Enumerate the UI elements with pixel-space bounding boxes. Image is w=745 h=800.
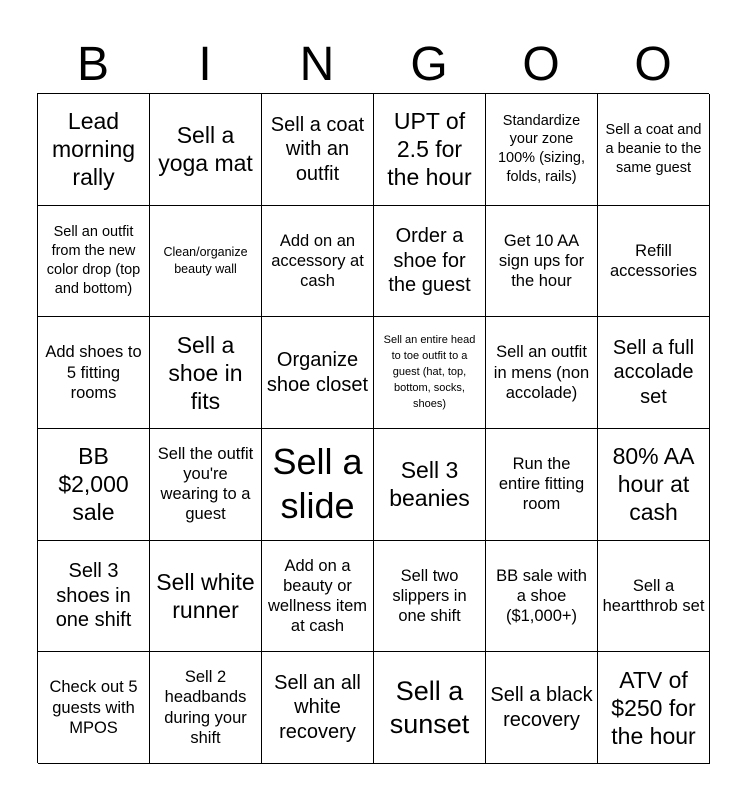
bingo-cell[interactable]: Sell a yoga mat bbox=[150, 94, 262, 206]
bingo-cell[interactable]: Lead morning rally bbox=[38, 94, 150, 206]
bingo-cell[interactable]: Add on a beauty or wellness item at cash bbox=[262, 541, 374, 653]
bingo-cell[interactable]: Sell an all white recovery bbox=[262, 652, 374, 764]
header-letter-g: G bbox=[410, 38, 448, 91]
bingo-cell[interactable]: Sell a black recovery bbox=[486, 652, 598, 764]
bingo-cell[interactable]: BB $2,000 sale bbox=[38, 429, 150, 541]
header-letter-o-2: O bbox=[634, 38, 672, 91]
bingo-cell[interactable]: Sell a coat and a beanie to the same guest bbox=[598, 94, 710, 206]
bingo-cell[interactable]: Order a shoe for the guest bbox=[374, 206, 486, 318]
bingo-cell[interactable]: Sell a sunset bbox=[374, 652, 486, 764]
bingo-cell[interactable]: Clean/organize beauty wall bbox=[150, 206, 262, 318]
bingo-cell[interactable]: 80% AA hour at cash bbox=[598, 429, 710, 541]
bingo-cell[interactable]: Refill accessories bbox=[598, 206, 710, 318]
bingo-cell[interactable]: Sell a coat with an outfit bbox=[262, 94, 374, 206]
header-letter-o: O bbox=[522, 38, 560, 91]
bingo-cell[interactable]: Sell white runner bbox=[150, 541, 262, 653]
bingo-cell[interactable]: Sell a full accolade set bbox=[598, 317, 710, 429]
bingo-cell[interactable]: Sell an outfit in mens (non accolade) bbox=[486, 317, 598, 429]
bingo-cell[interactable]: UPT of 2.5 for the hour bbox=[374, 94, 486, 206]
bingo-cell[interactable]: Sell an outfit from the new color drop (top and bottom) bbox=[38, 206, 150, 318]
bingo-cell[interactable]: Sell 2 headbands during your shift bbox=[150, 652, 262, 764]
bingo-cell[interactable]: Check out 5 guests with MPOS bbox=[38, 652, 150, 764]
bingo-cell[interactable]: Sell 3 beanies bbox=[374, 429, 486, 541]
bingo-cell[interactable]: Sell a slide bbox=[262, 429, 374, 541]
header-letter-i: I bbox=[198, 38, 212, 91]
bingo-cell[interactable]: Add shoes to 5 fitting rooms bbox=[38, 317, 150, 429]
bingo-cell[interactable]: Sell an entire head to toe outfit to a guest (hat, top, bottom, socks, shoes) bbox=[374, 317, 486, 429]
header-letter-b: B bbox=[76, 38, 109, 91]
bingo-board bbox=[37, 93, 709, 763]
bingo-cell[interactable]: Sell a heartthrob set bbox=[598, 541, 710, 653]
bingo-cell[interactable]: BB sale with a shoe ($1,000+) bbox=[486, 541, 598, 653]
bingo-cell[interactable]: Run the entire fitting room bbox=[486, 429, 598, 541]
bingo-cell[interactable]: Sell a shoe in fits bbox=[150, 317, 262, 429]
bingo-cell[interactable]: Sell 3 shoes in one shift bbox=[38, 541, 150, 653]
bingo-cell[interactable]: Organize shoe closet bbox=[262, 317, 374, 429]
bingo-cell[interactable]: ATV of $250 for the hour bbox=[598, 652, 710, 764]
bingo-cell[interactable]: Sell the outfit you're wearing to a guest bbox=[150, 429, 262, 541]
bingo-cell[interactable]: Add on an accessory at cash bbox=[262, 206, 374, 318]
bingo-cell[interactable]: Get 10 AA sign ups for the hour bbox=[486, 206, 598, 318]
bingo-cell[interactable]: Sell two slippers in one shift bbox=[374, 541, 486, 653]
bingo-header bbox=[37, 36, 709, 94]
bingo-cell[interactable]: Standardize your zone 100% (sizing, folds, rails) bbox=[486, 94, 598, 206]
header-letter-n: N bbox=[299, 38, 335, 91]
